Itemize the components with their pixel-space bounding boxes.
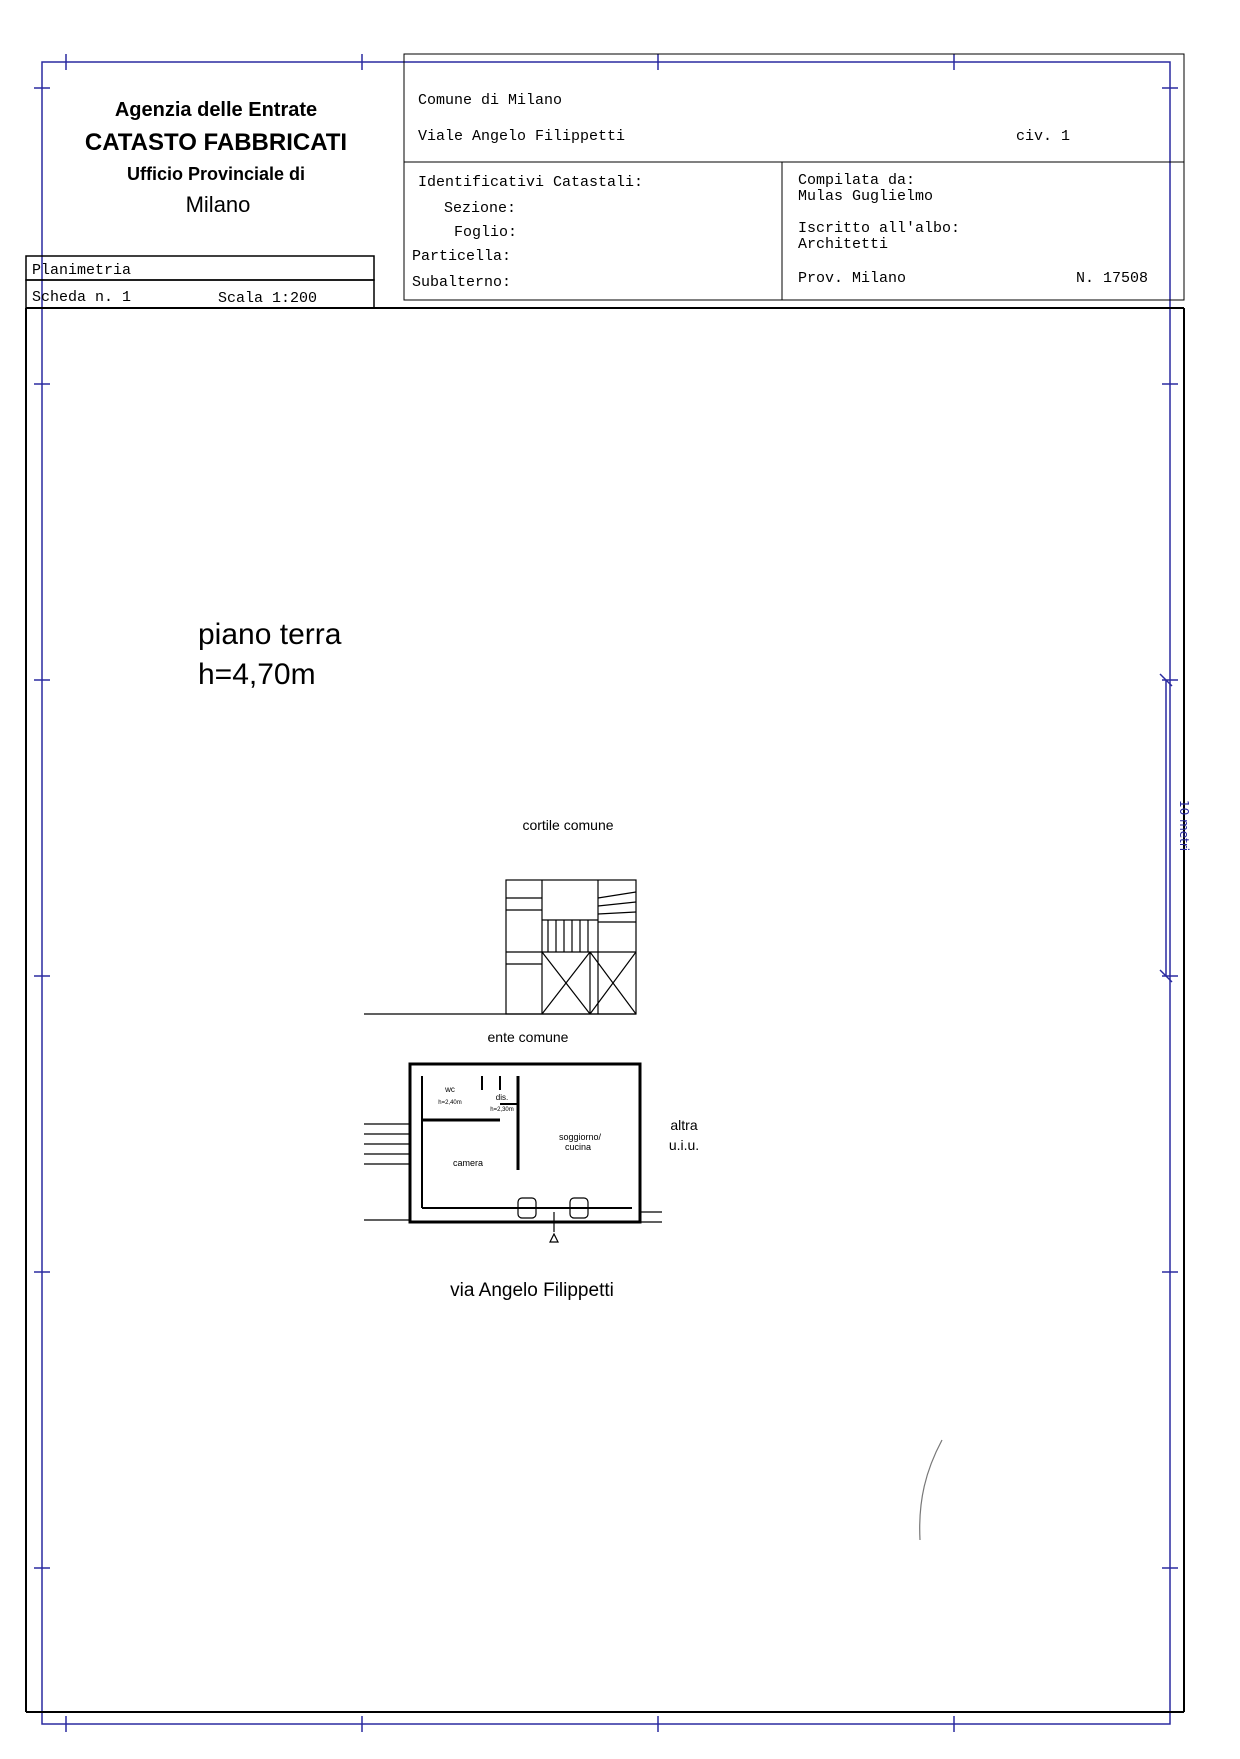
iscritto-label: Iscritto all'albo: [798,220,961,237]
identificativi-label: Identificativi Catastali: [418,174,644,191]
camera-label: camera [452,1158,484,1168]
dis-label: dis. [495,1093,509,1102]
scale-bar-label: 10 metri [1177,800,1191,852]
compilata-label: Compilata da: [798,172,916,189]
ufficio-label: Ufficio Provinciale di [126,164,306,184]
particella-label: Particella: [412,248,512,265]
floor-label: piano terra [198,618,342,651]
albo-number: N. 17508 [1076,270,1149,287]
provincia-label: Prov. Milano [798,270,907,287]
signature-mark [920,1440,942,1540]
altra-label: altra [670,1117,698,1133]
planimetria-label: Planimetria [32,262,132,279]
floor-plan [364,880,662,1242]
uiu-label: u.i.u. [668,1137,700,1153]
wc-height-label: h=2,40m [438,1100,462,1106]
wc-label: wc [445,1085,455,1094]
agency-name: Agenzia delle Entrate [114,99,318,121]
foglio-label: Foglio: [454,224,518,241]
dis-height-label: h=2,30m [490,1107,514,1113]
city-name: Milano [185,192,251,217]
catasto-title: CATASTO FABBRICATI [84,129,348,156]
iscritto-value: Architetti [798,236,889,253]
soggiorno-label: soggiorno/ [558,1132,602,1142]
subalterno-label: Subalterno: [412,274,512,291]
street-label: via Angelo Filippetti [450,1280,614,1301]
cucina-label: cucina [564,1142,592,1152]
blue-frame [34,54,1178,1732]
sezione-label: Sezione: [444,200,517,217]
sheet-border [26,308,1184,1712]
scheda-label: Scheda n. 1 [32,289,132,306]
address-label: Viale Angelo Filippetti [418,128,626,145]
compilata-name: Mulas Guglielmo [798,188,934,205]
civico-label: civ. 1 [1016,128,1071,145]
scala-label: Scala 1:200 [218,290,318,307]
height-label: h=4,70m [198,658,316,691]
cortile-label: cortile comune [522,817,614,833]
ente-comune-label: ente comune [487,1029,569,1045]
comune-label: Comune di Milano [418,92,563,109]
